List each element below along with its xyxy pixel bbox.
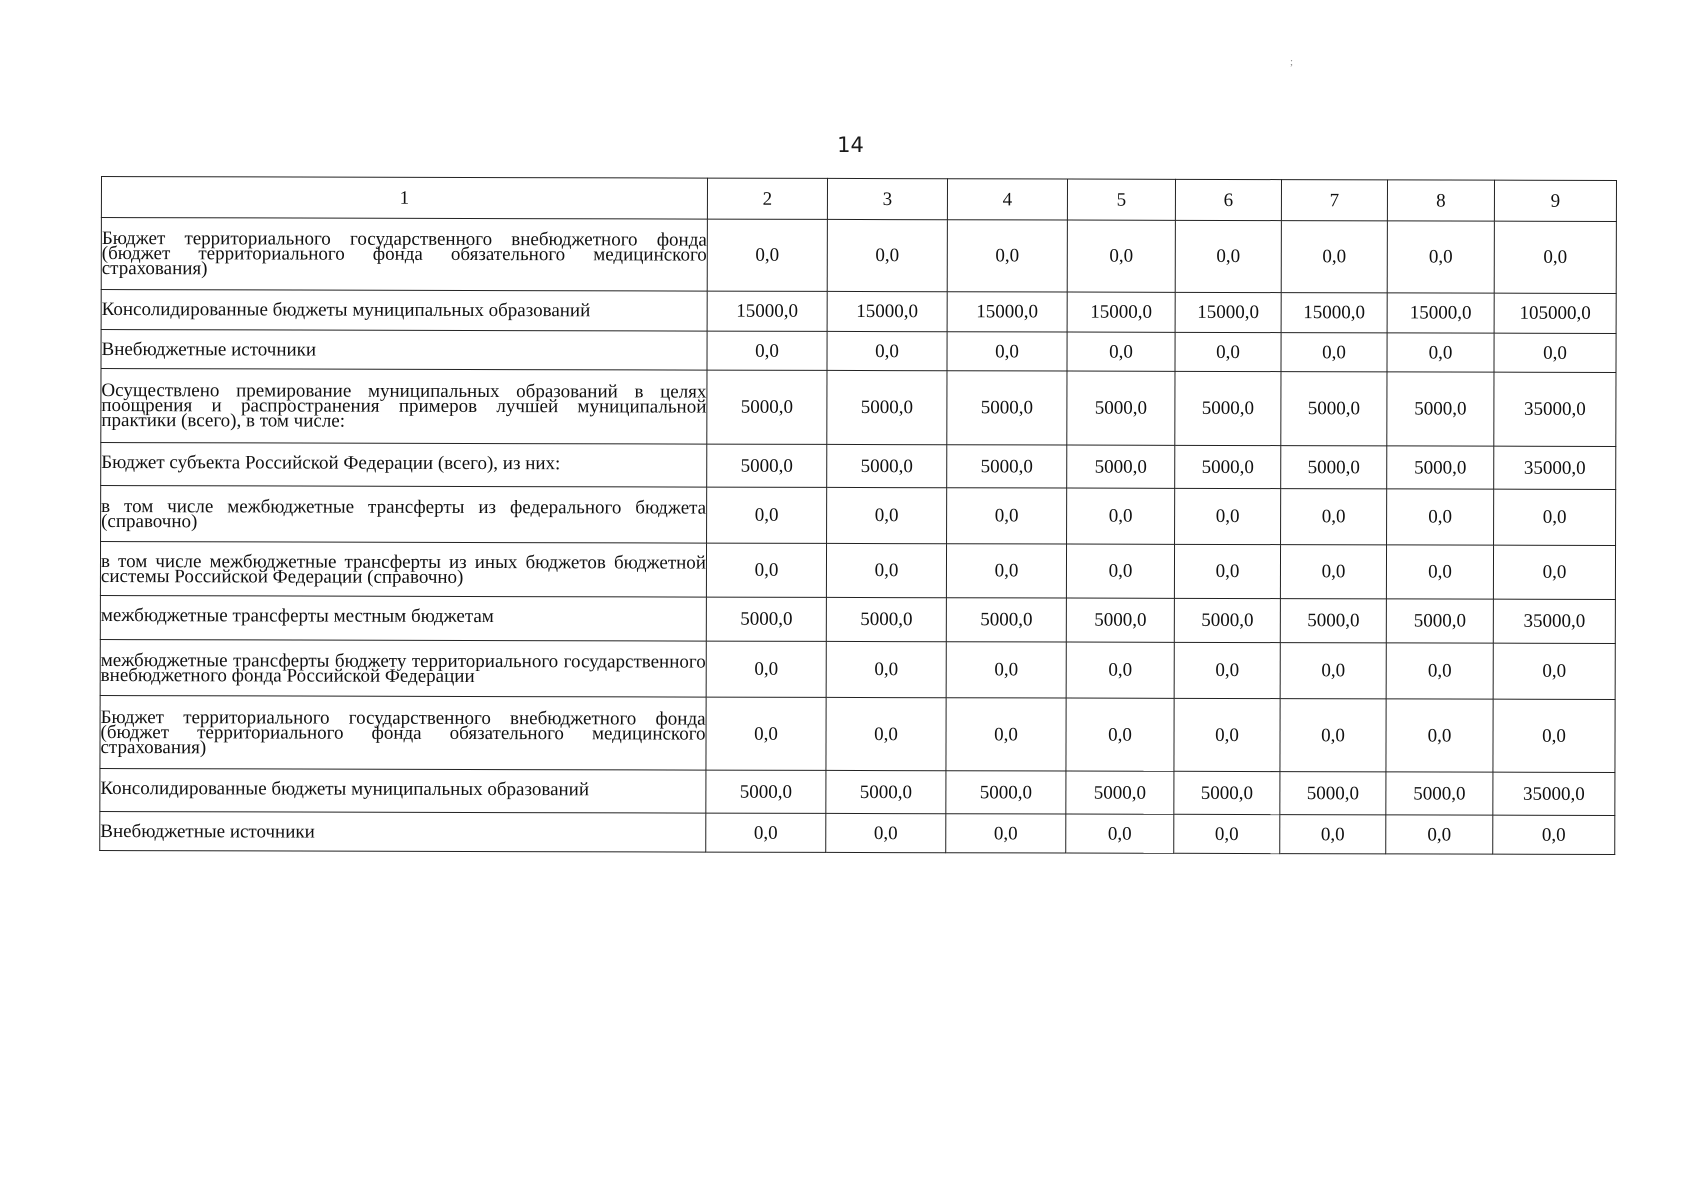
cell-value: 5000,0 bbox=[1281, 446, 1387, 489]
budget-table bbox=[99, 176, 1617, 855]
cell-value: 0,0 bbox=[826, 543, 946, 597]
cell-value: 0,0 bbox=[826, 641, 946, 697]
cell-value: 0,0 bbox=[706, 697, 826, 770]
cell-value: 0,0 bbox=[1387, 333, 1494, 372]
cell-value: 5000,0 bbox=[707, 370, 827, 444]
column-header: 4 bbox=[947, 179, 1067, 220]
cell-value: 5000,0 bbox=[947, 371, 1067, 445]
column-header: 2 bbox=[707, 178, 827, 219]
table-header-row bbox=[101, 177, 1616, 222]
cell-value: 0,0 bbox=[1175, 488, 1281, 544]
cell-value: 0,0 bbox=[1387, 489, 1494, 545]
cell-value: 0,0 bbox=[947, 488, 1067, 544]
cell-value: 15000,0 bbox=[947, 292, 1067, 332]
cell-value: 5000,0 bbox=[707, 444, 827, 487]
cell-value: 0,0 bbox=[1281, 333, 1387, 372]
table-row bbox=[100, 542, 1615, 600]
cell-value: 5000,0 bbox=[1175, 445, 1281, 488]
table-row bbox=[101, 443, 1616, 490]
cell-value: 0,0 bbox=[1174, 814, 1280, 853]
row-label: Осуществлено премирование муниципальных образований в целях поощрения и распространения примеров лучшей муниципальной практики (всего), в том числе: bbox=[101, 369, 707, 445]
cell-value: 0,0 bbox=[1493, 545, 1615, 599]
cell-value: 0,0 bbox=[946, 642, 1066, 698]
cell-value: 0,0 bbox=[1067, 332, 1175, 371]
cell-value: 0,0 bbox=[1493, 699, 1615, 772]
cell-value: 0,0 bbox=[1493, 643, 1615, 699]
cell-value: 15000,0 bbox=[1067, 292, 1175, 332]
cell-value: 0,0 bbox=[1386, 815, 1493, 854]
column-header: 3 bbox=[827, 178, 947, 219]
column-header: 9 bbox=[1494, 180, 1616, 221]
cell-value: 0,0 bbox=[706, 543, 826, 597]
cell-value: 0,0 bbox=[827, 331, 947, 370]
table-row bbox=[101, 330, 1616, 373]
cell-value: 5000,0 bbox=[1280, 599, 1386, 643]
cell-value: 35000,0 bbox=[1494, 446, 1616, 489]
cell-value: 0,0 bbox=[1386, 699, 1493, 772]
cell-value: 5000,0 bbox=[826, 597, 946, 641]
row-label: межбюджетные трансферты бюджету территориального государственного внебюджетного фонда Российской Федерации bbox=[100, 639, 706, 697]
cell-value: 0,0 bbox=[826, 813, 946, 852]
table-row bbox=[100, 595, 1615, 643]
cell-value: 0,0 bbox=[1387, 221, 1494, 293]
cell-value: 5000,0 bbox=[1281, 372, 1387, 446]
table-body bbox=[100, 218, 1617, 855]
cell-value: 15000,0 bbox=[1175, 292, 1281, 332]
cell-value: 5000,0 bbox=[1174, 771, 1280, 814]
cell-value: 0,0 bbox=[1174, 642, 1280, 698]
cell-value: 0,0 bbox=[947, 220, 1067, 292]
cell-value: 15000,0 bbox=[827, 291, 947, 331]
cell-value: 0,0 bbox=[707, 219, 827, 291]
cell-value: 0,0 bbox=[946, 544, 1066, 598]
cell-value: 0,0 bbox=[1280, 545, 1386, 599]
cell-value: 0,0 bbox=[1281, 489, 1387, 545]
cell-value: 5000,0 bbox=[946, 598, 1066, 642]
cell-value: 0,0 bbox=[1066, 642, 1174, 698]
row-label: межбюджетные трансферты местным бюджетам bbox=[100, 595, 706, 641]
table-row bbox=[101, 218, 1616, 294]
row-label: в том числе межбюджетные трансферты из иных бюджетов бюджетной системы Российской Федерации (справочно) bbox=[100, 542, 706, 598]
cell-value: 5000,0 bbox=[1387, 372, 1494, 446]
cell-value: 5000,0 bbox=[1386, 599, 1493, 643]
cell-value: 0,0 bbox=[707, 331, 827, 370]
cell-value: 5000,0 bbox=[827, 370, 947, 444]
cell-value: 0,0 bbox=[1175, 220, 1281, 292]
cell-value: 0,0 bbox=[946, 814, 1066, 853]
cell-value: 0,0 bbox=[1066, 544, 1174, 598]
column-header: 1 bbox=[101, 177, 707, 220]
row-label: Внебюджетные источники bbox=[100, 811, 706, 852]
cell-value: 0,0 bbox=[706, 813, 826, 852]
cell-value: 0,0 bbox=[1494, 221, 1616, 293]
cell-value: 0,0 bbox=[1066, 814, 1174, 853]
cell-value: 5000,0 bbox=[1066, 771, 1174, 814]
cell-value: 0,0 bbox=[1280, 699, 1386, 772]
row-label: Бюджет территориального государственного внебюджетного фонда (бюджет территориального фонда обязательного медицинского страхования) bbox=[101, 218, 707, 292]
table-row bbox=[100, 768, 1615, 815]
cell-value: 5000,0 bbox=[1280, 772, 1386, 815]
row-label: Бюджет территориального государственного внебюджетного фонда (бюджет территориального фонда обязательного медицинского страхования) bbox=[100, 695, 706, 770]
cell-value: 0,0 bbox=[1067, 488, 1175, 544]
cell-value: 0,0 bbox=[827, 487, 947, 543]
cell-value: 5000,0 bbox=[1387, 446, 1494, 489]
column-header: 6 bbox=[1175, 179, 1281, 220]
cell-value: 5000,0 bbox=[706, 597, 826, 641]
row-label: Внебюджетные источники bbox=[101, 330, 707, 371]
cell-value: 5000,0 bbox=[946, 771, 1066, 814]
cell-value: 0,0 bbox=[707, 487, 827, 543]
cell-value: 0,0 bbox=[1494, 333, 1616, 372]
cell-value: 35000,0 bbox=[1493, 599, 1615, 643]
cell-value: 0,0 bbox=[1066, 698, 1174, 771]
cell-value: 0,0 bbox=[1067, 220, 1175, 292]
page-mark: ; bbox=[1290, 56, 1294, 68]
cell-value: 5000,0 bbox=[947, 445, 1067, 488]
table-row bbox=[100, 695, 1615, 772]
cell-value: 0,0 bbox=[1281, 221, 1387, 293]
cell-value: 0,0 bbox=[1174, 544, 1280, 598]
cell-value: 0,0 bbox=[1280, 643, 1386, 699]
table-row bbox=[101, 486, 1616, 546]
row-label: в том числе межбюджетные трансферты из федерального бюджета (справочно) bbox=[101, 486, 707, 544]
cell-value: 0,0 bbox=[1175, 332, 1281, 371]
column-header: 8 bbox=[1387, 180, 1494, 221]
cell-value: 5000,0 bbox=[706, 770, 826, 813]
cell-value: 35000,0 bbox=[1493, 772, 1615, 815]
cell-value: 0,0 bbox=[1494, 489, 1616, 545]
cell-value: 5000,0 bbox=[1174, 598, 1280, 642]
cell-value: 105000,0 bbox=[1494, 293, 1616, 333]
cell-value: 5000,0 bbox=[1066, 598, 1174, 642]
cell-value: 5000,0 bbox=[826, 770, 946, 813]
column-header: 7 bbox=[1281, 180, 1387, 221]
row-label: Консолидированные бюджеты муниципальных образований bbox=[100, 768, 706, 813]
cell-value: 0,0 bbox=[947, 332, 1067, 371]
table-row bbox=[101, 290, 1616, 334]
cell-value: 0,0 bbox=[946, 698, 1066, 771]
cell-value: 5000,0 bbox=[1067, 371, 1175, 445]
cell-value: 15000,0 bbox=[1387, 293, 1494, 333]
cell-value: 5000,0 bbox=[827, 444, 947, 487]
table-row bbox=[101, 369, 1616, 447]
cell-value: 15000,0 bbox=[1281, 293, 1387, 333]
cell-value: 0,0 bbox=[1386, 545, 1493, 599]
cell-value: 5000,0 bbox=[1067, 445, 1175, 488]
cell-value: 0,0 bbox=[706, 641, 826, 697]
row-label: Бюджет субъекта Российской Федерации (всего), из них: bbox=[101, 443, 707, 488]
cell-value: 0,0 bbox=[1386, 643, 1493, 699]
cell-value: 5000,0 bbox=[1386, 772, 1493, 815]
cell-value: 0,0 bbox=[827, 219, 947, 291]
cell-value: 0,0 bbox=[1280, 815, 1386, 854]
cell-value: 0,0 bbox=[1174, 698, 1280, 771]
page-number: 14 bbox=[837, 133, 864, 157]
table-row bbox=[100, 639, 1615, 699]
row-label: Консолидированные бюджеты муниципальных образований bbox=[101, 290, 707, 332]
table-row bbox=[100, 811, 1615, 854]
cell-value: 35000,0 bbox=[1494, 372, 1616, 446]
column-header: 5 bbox=[1067, 179, 1175, 220]
cell-value: 0,0 bbox=[826, 697, 946, 770]
cell-value: 15000,0 bbox=[707, 291, 827, 331]
cell-value: 5000,0 bbox=[1175, 371, 1281, 445]
cell-value: 0,0 bbox=[1493, 815, 1615, 854]
